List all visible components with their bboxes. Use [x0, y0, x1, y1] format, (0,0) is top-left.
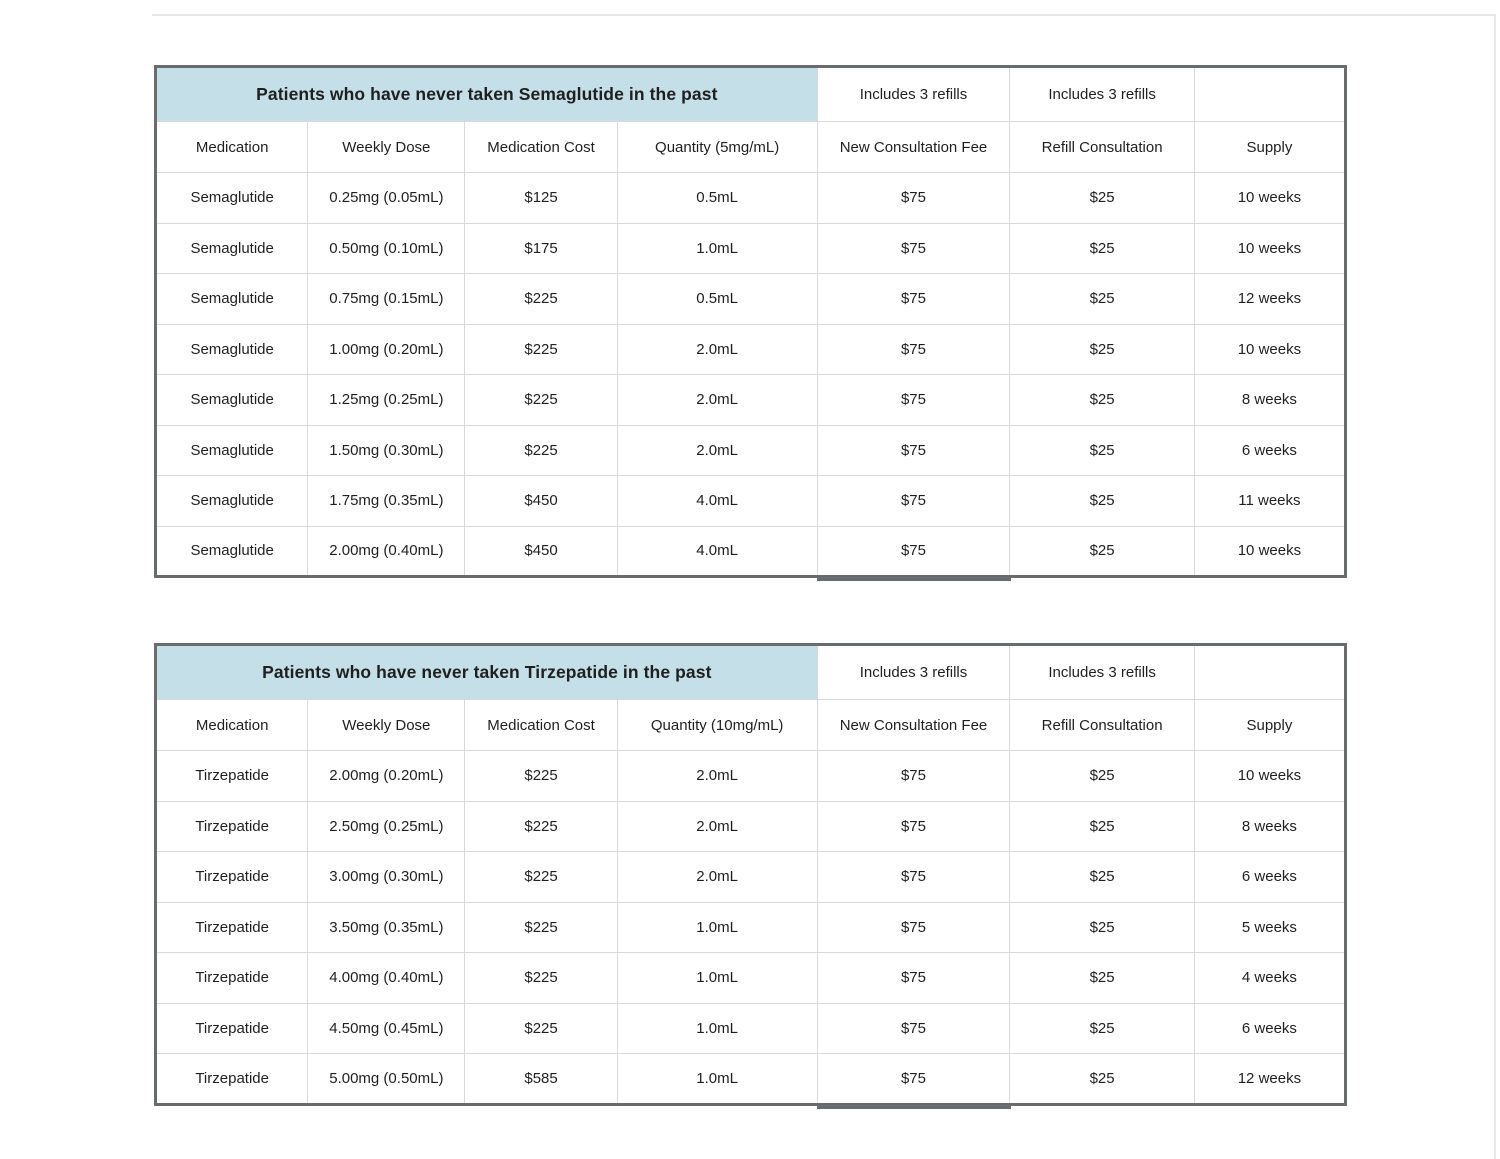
- table-cell: $75: [817, 902, 1010, 953]
- refill-note: Includes 3 refills: [1010, 645, 1194, 700]
- tirzepatide-table: [154, 643, 1347, 1106]
- column-header-medication-cost: Medication Cost: [465, 122, 617, 173]
- table-cell: $75: [817, 173, 1010, 224]
- table-cell: $25: [1010, 526, 1194, 577]
- table-cell: $25: [1010, 375, 1194, 426]
- table-cell: 1.0mL: [617, 953, 817, 1004]
- table-cell: 0.25mg (0.05mL): [308, 173, 465, 224]
- column-header-weekly-dose: Weekly Dose: [308, 122, 465, 173]
- table-cell: $25: [1010, 1054, 1194, 1105]
- table-cell: $75: [817, 476, 1010, 527]
- table-cell: 8 weeks: [1194, 375, 1345, 426]
- table-title: Patients who have never taken Semaglutide in the past: [156, 67, 818, 122]
- table-cell: Tirzepatide: [156, 852, 308, 903]
- column-header-new-consultation-fee: New Consultation Fee: [817, 122, 1010, 173]
- column-header-supply: Supply: [1194, 700, 1345, 751]
- table-cell: 11 weeks: [1194, 476, 1345, 527]
- table-cell: $75: [817, 375, 1010, 426]
- table-cell: 1.0mL: [617, 223, 817, 274]
- table-cell: Tirzepatide: [156, 953, 308, 1004]
- column-header-row: [156, 122, 1346, 173]
- table-cell: 1.75mg (0.35mL): [308, 476, 465, 527]
- table-cell: 4.00mg (0.40mL): [308, 953, 465, 1004]
- table-cell: 10 weeks: [1194, 173, 1345, 224]
- table-row: [156, 425, 1346, 476]
- table-cell: 0.50mg (0.10mL): [308, 223, 465, 274]
- table-row: [156, 324, 1346, 375]
- refill-note: Includes 3 refills: [817, 645, 1010, 700]
- table-cell: 2.00mg (0.20mL): [308, 751, 465, 802]
- table-cell: 3.00mg (0.30mL): [308, 852, 465, 903]
- semaglutide-table: [154, 65, 1347, 578]
- table-cell: $25: [1010, 953, 1194, 1004]
- table-cell: 10 weeks: [1194, 526, 1345, 577]
- table-cell: 2.0mL: [617, 425, 817, 476]
- table-cell: 1.00mg (0.20mL): [308, 324, 465, 375]
- column-header-medication: Medication: [156, 700, 308, 751]
- table-cell: Semaglutide: [156, 173, 308, 224]
- table-cell: 4.0mL: [617, 526, 817, 577]
- column-header-new-consultation-fee: New Consultation Fee: [817, 700, 1010, 751]
- table-cell: 10 weeks: [1194, 751, 1345, 802]
- table-cell: 4.50mg (0.45mL): [308, 1003, 465, 1054]
- table-cell: Semaglutide: [156, 526, 308, 577]
- table-cell: 4 weeks: [1194, 953, 1345, 1004]
- consultation-column-border-artifact: [817, 578, 1010, 581]
- table-cell: Tirzepatide: [156, 1054, 308, 1105]
- table-cell: 2.50mg (0.25mL): [308, 801, 465, 852]
- table-cell: 8 weeks: [1194, 801, 1345, 852]
- table-cell: 10 weeks: [1194, 324, 1345, 375]
- table-cell: Tirzepatide: [156, 751, 308, 802]
- table-row: [156, 953, 1346, 1004]
- table-cell: $585: [465, 1054, 617, 1105]
- table-cell: $225: [465, 751, 617, 802]
- pricing-table-semaglutide: [154, 65, 1347, 578]
- table-cell: $75: [817, 1003, 1010, 1054]
- tirzepatide-table-body: [156, 751, 1346, 1105]
- table-cell: 1.0mL: [617, 902, 817, 953]
- table-row: [156, 751, 1346, 802]
- table-cell: $75: [817, 425, 1010, 476]
- table-row: [156, 902, 1346, 953]
- table-cell: Semaglutide: [156, 274, 308, 325]
- table-cell: $25: [1010, 801, 1194, 852]
- column-header-refill-consultation: Refill Consultation: [1010, 122, 1194, 173]
- table-cell: $75: [817, 274, 1010, 325]
- table-cell: 1.50mg (0.30mL): [308, 425, 465, 476]
- table-cell: $225: [465, 274, 617, 325]
- table-row: [156, 852, 1346, 903]
- consultation-column-border-artifact: [817, 1106, 1010, 1109]
- table-cell: $75: [817, 1054, 1010, 1105]
- table-cell: Semaglutide: [156, 425, 308, 476]
- table-cell: 6 weeks: [1194, 1003, 1345, 1054]
- table-cell: $25: [1010, 425, 1194, 476]
- table-cell: Tirzepatide: [156, 902, 308, 953]
- table-cell: $25: [1010, 173, 1194, 224]
- table-cell: 2.0mL: [617, 375, 817, 426]
- table-cell: 0.5mL: [617, 173, 817, 224]
- title-row: [156, 645, 1346, 700]
- table-cell: 10 weeks: [1194, 223, 1345, 274]
- table-cell: $25: [1010, 223, 1194, 274]
- table-cell: 4.0mL: [617, 476, 817, 527]
- table-row: [156, 526, 1346, 577]
- table-cell: $225: [465, 425, 617, 476]
- table-cell: $25: [1010, 476, 1194, 527]
- table-cell: Semaglutide: [156, 375, 308, 426]
- table-cell: $25: [1010, 1003, 1194, 1054]
- table-cell: 12 weeks: [1194, 274, 1345, 325]
- table-cell: $75: [817, 953, 1010, 1004]
- table-cell: $25: [1010, 274, 1194, 325]
- table-cell: 0.5mL: [617, 274, 817, 325]
- table-cell: $75: [817, 852, 1010, 903]
- table-cell: $225: [465, 902, 617, 953]
- table-row: [156, 173, 1346, 224]
- table-cell: 5 weeks: [1194, 902, 1345, 953]
- table-cell: 2.0mL: [617, 324, 817, 375]
- table-row: [156, 1003, 1346, 1054]
- table-cell: $450: [465, 476, 617, 527]
- table-cell: $75: [817, 801, 1010, 852]
- table-cell: $225: [465, 324, 617, 375]
- table-cell: $175: [465, 223, 617, 274]
- table-cell: 2.00mg (0.40mL): [308, 526, 465, 577]
- table-row: [156, 274, 1346, 325]
- table-cell: $75: [817, 751, 1010, 802]
- table-cell: 2.0mL: [617, 801, 817, 852]
- refill-note: Includes 3 refills: [1010, 67, 1194, 122]
- table-cell: Tirzepatide: [156, 801, 308, 852]
- table-row: [156, 223, 1346, 274]
- table-cell: $25: [1010, 852, 1194, 903]
- table-cell: $225: [465, 801, 617, 852]
- table-cell: 12 weeks: [1194, 1054, 1345, 1105]
- column-header-row: [156, 700, 1346, 751]
- table-row: [156, 801, 1346, 852]
- table-cell: $225: [465, 1003, 617, 1054]
- empty-cell: [1194, 645, 1345, 700]
- table-cell: 3.50mg (0.35mL): [308, 902, 465, 953]
- table-cell: 0.75mg (0.15mL): [308, 274, 465, 325]
- empty-cell: [1194, 67, 1345, 122]
- table-cell: $450: [465, 526, 617, 577]
- column-header-medication: Medication: [156, 122, 308, 173]
- table-cell: Semaglutide: [156, 324, 308, 375]
- table-cell: Semaglutide: [156, 476, 308, 527]
- column-header-medication-cost: Medication Cost: [465, 700, 617, 751]
- table-cell: $225: [465, 375, 617, 426]
- table-cell: 6 weeks: [1194, 425, 1345, 476]
- table-cell: Semaglutide: [156, 223, 308, 274]
- table-cell: $25: [1010, 751, 1194, 802]
- table-cell: 6 weeks: [1194, 852, 1345, 903]
- table-cell: 1.0mL: [617, 1003, 817, 1054]
- table-cell: $125: [465, 173, 617, 224]
- column-header-quantity: Quantity (10mg/mL): [617, 700, 817, 751]
- table-cell: 2.0mL: [617, 751, 817, 802]
- table-title: Patients who have never taken Tirzepatide in the past: [156, 645, 818, 700]
- title-row: [156, 67, 1346, 122]
- pricing-table-tirzepatide: [154, 643, 1347, 1106]
- table-cell: 5.00mg (0.50mL): [308, 1054, 465, 1105]
- table-row: [156, 1054, 1346, 1105]
- refill-note: Includes 3 refills: [817, 67, 1010, 122]
- table-cell: $225: [465, 852, 617, 903]
- table-cell: $225: [465, 953, 617, 1004]
- table-cell: 1.25mg (0.25mL): [308, 375, 465, 426]
- table-row: [156, 375, 1346, 426]
- table-cell: $75: [817, 526, 1010, 577]
- table-cell: Tirzepatide: [156, 1003, 308, 1054]
- table-cell: $25: [1010, 902, 1194, 953]
- table-row: [156, 476, 1346, 527]
- column-header-weekly-dose: Weekly Dose: [308, 700, 465, 751]
- semaglutide-table-body: [156, 173, 1346, 577]
- table-cell: $25: [1010, 324, 1194, 375]
- table-cell: 1.0mL: [617, 1054, 817, 1105]
- table-cell: 2.0mL: [617, 852, 817, 903]
- column-header-refill-consultation: Refill Consultation: [1010, 700, 1194, 751]
- table-cell: $75: [817, 223, 1010, 274]
- column-header-quantity: Quantity (5mg/mL): [617, 122, 817, 173]
- column-header-supply: Supply: [1194, 122, 1345, 173]
- table-cell: $75: [817, 324, 1010, 375]
